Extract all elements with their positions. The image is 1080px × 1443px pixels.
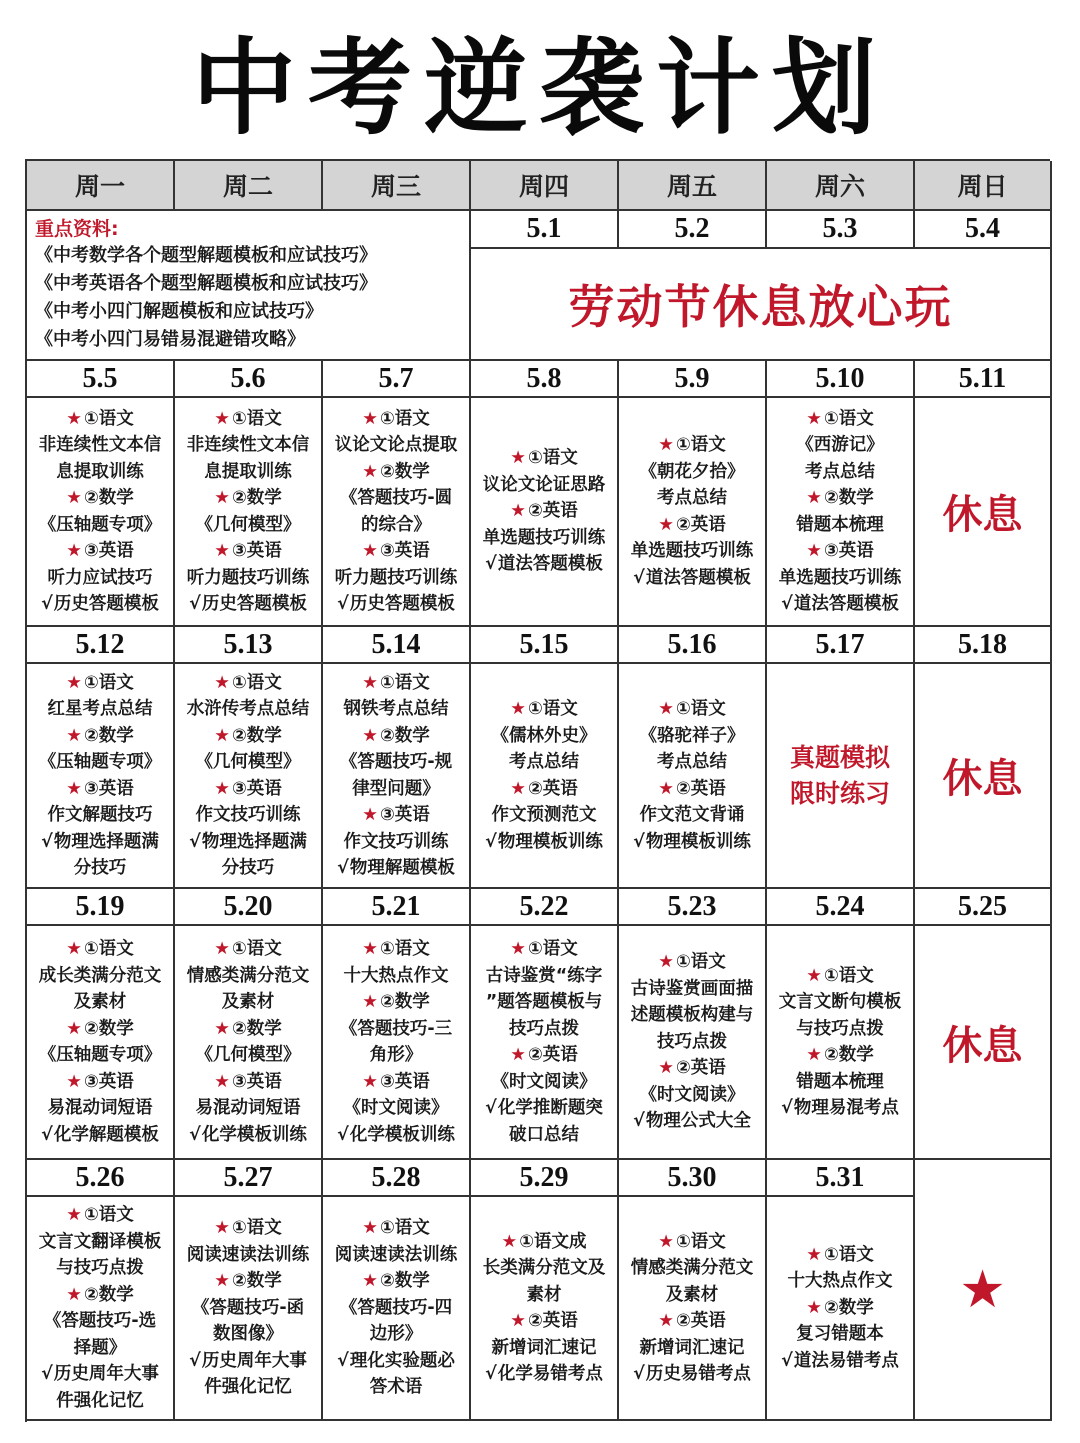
- task-line: 数图像》: [213, 1324, 283, 1345]
- date-cell: 5.24: [767, 889, 915, 926]
- date-cell: 5.21: [323, 889, 471, 926]
- day-plan: [27, 926, 175, 1160]
- task-line: 技巧点拨: [509, 1018, 579, 1039]
- task-line: 情感类满分范文: [630, 1258, 754, 1278]
- task-line: 议论文论证思路: [482, 474, 606, 495]
- task-line: √ 历史周年大事: [189, 1348, 307, 1375]
- task-line: 红星考点总结: [47, 699, 153, 719]
- task-line: 新增词汇速记: [639, 1337, 745, 1358]
- task-line: 听力题技巧训练: [334, 567, 458, 588]
- task-line: 考点总结: [805, 461, 875, 482]
- task-line: √ 历史答题模板: [189, 591, 307, 618]
- weekday-header: 周日: [915, 161, 1052, 211]
- task-line: 破口总结: [509, 1124, 579, 1145]
- task-line: 《答题技巧-圆: [339, 488, 453, 508]
- resource-item: 《中考数学各个题型解题模板和应试技巧》: [35, 245, 377, 266]
- date-cell: 5.18: [915, 627, 1052, 664]
- day-plan: [323, 664, 471, 889]
- day-plan: [767, 1197, 915, 1421]
- task-line: ★ ①语文: [806, 963, 874, 990]
- task-line: ★ ②数学: [806, 1042, 874, 1069]
- task-line: ★ ①语文: [806, 1242, 874, 1269]
- task-line: 复习错题本: [796, 1324, 884, 1345]
- day-plan: [27, 1197, 175, 1421]
- task-line: 《答题技巧-函: [191, 1297, 305, 1318]
- task-line: 分技巧: [221, 858, 275, 878]
- task-line: √ 道法答题模板: [633, 565, 751, 592]
- weekday-header: 周六: [767, 161, 915, 211]
- task-line: 文言文断句模板: [778, 992, 902, 1012]
- task-line: 及素材: [665, 1284, 719, 1305]
- date-cell: 5.20: [175, 889, 323, 926]
- task-line: ★ ②英语: [510, 776, 578, 803]
- key-resources: [27, 211, 471, 361]
- schedule-grid: [25, 159, 1050, 1422]
- day-plan: [619, 664, 767, 889]
- task-line: ★ ③英语: [362, 802, 430, 829]
- task-line: √ 历史易错考点: [633, 1361, 751, 1388]
- task-line: ★ ②数学: [362, 1268, 430, 1295]
- task-line: 述题模板构建与: [630, 1005, 754, 1026]
- task-line: 答术语: [369, 1377, 423, 1398]
- rest-day: 休息: [915, 926, 1052, 1160]
- task-line: √ 化学易错考点: [485, 1361, 603, 1388]
- weekday-header: 周五: [619, 161, 767, 211]
- task-line: ★ ②数学: [214, 485, 282, 512]
- date-cell: 5.25: [915, 889, 1052, 926]
- day-plan: [27, 398, 175, 627]
- task-line: ★ ②数学: [214, 1016, 282, 1043]
- task-line: 阅读速读法训练: [334, 1244, 458, 1265]
- task-line: ★ ①语文: [658, 696, 726, 723]
- task-line: 及素材: [221, 992, 275, 1012]
- task-line: ★ ①语文: [658, 432, 726, 459]
- weekday-header: 周一: [27, 161, 175, 211]
- task-line: ★ ①语文: [510, 696, 578, 723]
- date-cell: 5.19: [27, 889, 175, 926]
- task-line: ★ ①语文: [214, 1215, 282, 1242]
- task-line: 的综合》: [361, 514, 431, 535]
- task-line: 作文范文背诵: [639, 805, 745, 825]
- day-plan: [471, 1197, 619, 1421]
- resource-item: 《中考英语各个题型解题模板和应试技巧》: [35, 273, 377, 294]
- task-line: ★ ②数学: [362, 989, 430, 1016]
- task-line: √ 历史周年大事: [41, 1361, 159, 1388]
- holiday-banner: 劳动节休息放心玩: [471, 249, 1052, 361]
- task-line: ★ ①语文: [362, 670, 430, 697]
- day-plan: [619, 398, 767, 627]
- mock-exam-line: 限时练习: [789, 778, 890, 808]
- task-line: ★ ①语文: [362, 936, 430, 963]
- task-line: √ 理化实验题必: [337, 1348, 455, 1375]
- date-cell: 5.15: [471, 627, 619, 664]
- date-cell: 5.2: [619, 211, 767, 249]
- day-plan: [323, 1197, 471, 1421]
- task-line: 作文预测范文: [491, 805, 597, 825]
- rest-day: 休息: [915, 398, 1052, 627]
- date-cell: 5.28: [323, 1160, 471, 1197]
- task-line: 分技巧: [73, 858, 127, 878]
- task-line: 作文技巧训练: [195, 805, 301, 825]
- date-cell: 5.27: [175, 1160, 323, 1197]
- task-line: 听力应试技巧: [47, 567, 153, 588]
- task-line: 《答题技巧-选: [43, 1311, 157, 1331]
- task-line: ★ ①语文: [806, 406, 874, 433]
- task-line: ★ ②英语: [510, 1308, 578, 1335]
- date-cell: 5.17: [767, 627, 915, 664]
- task-line: 《压轴题专项》: [38, 752, 162, 772]
- task-line: ★ ②英语: [658, 512, 726, 539]
- task-line: ★ ③英语: [66, 1069, 134, 1096]
- task-line: 《时文阅读》: [491, 1071, 597, 1092]
- task-line: 《几何模型》: [195, 752, 301, 772]
- task-line: 《朝花夕拾》: [639, 461, 745, 482]
- date-cell: 5.30: [619, 1160, 767, 1197]
- task-line: √ 化学推断题突: [485, 1095, 603, 1122]
- date-cell: 5.10: [767, 361, 915, 398]
- task-line: 《几何模型》: [195, 514, 301, 535]
- task-line: 角形》: [369, 1045, 423, 1065]
- task-line: 与技巧点拨: [56, 1258, 144, 1278]
- task-line: √ 物理模板训练: [485, 829, 603, 856]
- task-line: 息提取训练: [204, 461, 292, 482]
- task-line: ★ ②数学: [66, 1282, 134, 1309]
- task-line: 单选题技巧训练: [778, 567, 902, 588]
- task-line: ★ ①语文: [66, 670, 134, 697]
- task-line: 新增词汇速记: [491, 1337, 597, 1358]
- date-cell: 5.29: [471, 1160, 619, 1197]
- weekday-header: 周二: [175, 161, 323, 211]
- task-line: √ 历史答题模板: [337, 591, 455, 618]
- date-cell: 5.22: [471, 889, 619, 926]
- task-line: ★ ②数学: [66, 723, 134, 750]
- task-line: 《骆驼祥子》: [639, 725, 745, 746]
- task-line: √ 道法答题模板: [485, 551, 603, 578]
- task-line: √ 物理选择题满: [189, 829, 307, 856]
- task-line: ★ ①语文: [66, 1202, 134, 1229]
- task-line: 阅读速读法训练: [186, 1244, 310, 1265]
- task-line: ★ ①语文: [214, 936, 282, 963]
- task-line: 考点总结: [657, 752, 727, 772]
- task-line: ★ ②英语: [658, 1055, 726, 1082]
- star-icon: ★: [915, 1160, 1052, 1421]
- date-cell: 5.14: [323, 627, 471, 664]
- day-plan: [175, 664, 323, 889]
- date-cell: 5.5: [27, 361, 175, 398]
- date-cell: 5.12: [27, 627, 175, 664]
- weekday-header: 周四: [471, 161, 619, 211]
- task-line: 错题本梳理: [796, 514, 884, 535]
- task-line: 素材: [526, 1284, 562, 1305]
- task-line: ★ ③英语: [362, 1069, 430, 1096]
- task-line: ★ ②数学: [66, 1016, 134, 1043]
- day-plan: [323, 398, 471, 627]
- date-cell: 5.11: [915, 361, 1052, 398]
- task-line: 律型问题》: [352, 778, 440, 799]
- task-line: 易混动词短语: [47, 1098, 153, 1118]
- date-cell: 5.7: [323, 361, 471, 398]
- day-plan: [27, 664, 175, 889]
- task-line: √ 历史答题模板: [41, 591, 159, 618]
- task-line: 《压轴题专项》: [38, 1045, 162, 1065]
- task-line: 情感类满分范文: [186, 965, 310, 986]
- task-line: 边形》: [369, 1324, 423, 1345]
- task-line: √ 道法易错考点: [781, 1348, 899, 1375]
- task-line: ★ ③英语: [362, 538, 430, 565]
- task-line: 《儒林外史》: [491, 725, 597, 746]
- task-line: ★ ②数学: [214, 723, 282, 750]
- task-line: ★ ②英语: [510, 1042, 578, 1069]
- date-cell: 5.9: [619, 361, 767, 398]
- task-line: ★ ②英语: [658, 1308, 726, 1335]
- task-line: √ 物理公式大全: [633, 1108, 751, 1135]
- task-line: ★ ①语文: [362, 1215, 430, 1242]
- date-cell: 5.1: [471, 211, 619, 249]
- task-line: 技巧点拨: [657, 1031, 727, 1052]
- task-line: √ 道法答题模板: [781, 591, 899, 618]
- task-line: 错题本梳理: [796, 1071, 884, 1092]
- date-cell: 5.16: [619, 627, 767, 664]
- date-cell: 5.13: [175, 627, 323, 664]
- task-line: 《时文阅读》: [639, 1084, 745, 1105]
- task-line: ★ ③英语: [806, 538, 874, 565]
- task-line: 非连续性文本信: [186, 435, 310, 455]
- task-line: 古诗鉴赏画面描: [630, 978, 754, 999]
- task-line: √ 化学模板训练: [189, 1122, 307, 1149]
- task-line: 件强化记忆: [56, 1390, 144, 1411]
- day-plan: [471, 398, 619, 627]
- task-line: 非连续性文本信: [38, 435, 162, 455]
- task-line: 长类满分范文及: [482, 1258, 606, 1278]
- task-line: ★ ①语文: [510, 445, 578, 472]
- task-line: ★ ①语文: [214, 406, 282, 433]
- date-cell: 5.4: [915, 211, 1052, 249]
- task-line: 作文解题技巧: [47, 805, 153, 825]
- task-line: √ 物理选择题满: [41, 829, 159, 856]
- task-line: 《西游记》: [796, 435, 884, 455]
- day-plan: [471, 926, 619, 1160]
- task-line: ★ ③英语: [214, 538, 282, 565]
- task-line: 单选题技巧训练: [482, 527, 606, 548]
- task-line: √ 物理解题模板: [337, 855, 455, 882]
- task-line: ★ ②数学: [806, 485, 874, 512]
- task-line: ★ ①语文: [66, 406, 134, 433]
- task-line: 议论文论点提取: [334, 435, 458, 455]
- resource-item: 《中考小四门解题模板和应试技巧》: [35, 301, 323, 322]
- task-line: 《答题技巧-规: [339, 752, 453, 772]
- task-line: ★ ③英语: [66, 538, 134, 565]
- date-cell: 5.6: [175, 361, 323, 398]
- date-cell: 5.31: [767, 1160, 915, 1197]
- task-line: √ 化学解题模板: [41, 1122, 159, 1149]
- task-line: ★ ②数学: [806, 1295, 874, 1322]
- task-line: √ 化学模板训练: [337, 1122, 455, 1149]
- task-line: 考点总结: [657, 488, 727, 508]
- task-line: 成长类满分范文: [38, 965, 162, 986]
- task-line: 息提取训练: [56, 461, 144, 482]
- task-line: 《压轴题专项》: [38, 514, 162, 535]
- task-line: 件强化记忆: [204, 1377, 292, 1398]
- task-line: ★ ①语文: [658, 1229, 726, 1256]
- task-line: ★ ①语文: [362, 406, 430, 433]
- day-plan: [619, 926, 767, 1160]
- day-plan: [471, 664, 619, 889]
- task-line: 单选题技巧训练: [630, 541, 754, 561]
- day-plan: [175, 926, 323, 1160]
- task-line: 钢铁考点总结: [343, 699, 449, 719]
- task-line: ★ ②数学: [362, 723, 430, 750]
- task-line: 作文技巧训练: [343, 831, 449, 852]
- task-line: 择题》: [73, 1337, 127, 1358]
- task-line: 《答题技巧-四: [339, 1297, 453, 1318]
- mock-exam-line: 真题模拟: [789, 742, 890, 772]
- page-title: 中考逆袭计划: [191, 27, 888, 149]
- day-plan: [767, 926, 915, 1160]
- task-line: 易混动词短语: [195, 1098, 301, 1118]
- task-line: ★ ②数学: [66, 485, 134, 512]
- task-line: ★ ②数学: [214, 1268, 282, 1295]
- task-line: ★ ①语文成: [501, 1229, 586, 1256]
- day-plan: [323, 926, 471, 1160]
- date-cell: 5.3: [767, 211, 915, 249]
- task-line: 及素材: [73, 992, 127, 1012]
- task-line: ★ ①语文: [510, 936, 578, 963]
- task-line: 水浒传考点总结: [186, 699, 310, 719]
- task-line: 十大热点作文: [787, 1271, 893, 1292]
- task-line: 听力题技巧训练: [186, 567, 310, 588]
- task-line: 《答题技巧-三: [339, 1018, 453, 1039]
- date-cell: 5.23: [619, 889, 767, 926]
- rest-day: 休息: [915, 664, 1052, 889]
- date-cell: 5.8: [471, 361, 619, 398]
- mock-exam: [767, 664, 915, 889]
- weekday-header: 周三: [323, 161, 471, 211]
- task-line: ★ ②英语: [658, 776, 726, 803]
- task-line: ★ ③英语: [66, 776, 134, 803]
- task-line: ★ ①语文: [658, 949, 726, 976]
- task-line: ”题答题模板与: [485, 992, 603, 1012]
- task-line: 文言文翻译模板: [38, 1231, 162, 1252]
- resource-item: 《中考小四门易错易混避错攻略》: [35, 329, 305, 350]
- task-line: ★ ②英语: [510, 498, 578, 525]
- day-plan: [767, 398, 915, 627]
- day-plan: [175, 1197, 323, 1421]
- task-line: ★ ②数学: [362, 459, 430, 486]
- task-line: ★ ①语文: [214, 670, 282, 697]
- task-line: ★ ③英语: [214, 776, 282, 803]
- task-line: √ 物理易混考点: [781, 1095, 899, 1122]
- task-line: 十大热点作文: [343, 965, 449, 986]
- task-line: 考点总结: [509, 752, 579, 772]
- task-line: 古诗鉴赏“练字: [485, 965, 603, 986]
- day-plan: [175, 398, 323, 627]
- date-cell: 5.26: [27, 1160, 175, 1197]
- task-line: √ 物理模板训练: [633, 829, 751, 856]
- task-line: ★ ③英语: [214, 1069, 282, 1096]
- resources-heading: 重点资料:: [35, 218, 119, 240]
- task-line: 《时文阅读》: [343, 1098, 449, 1118]
- day-plan: [619, 1197, 767, 1421]
- task-line: ★ ①语文: [66, 936, 134, 963]
- task-line: 《几何模型》: [195, 1045, 301, 1065]
- task-line: 与技巧点拨: [796, 1018, 884, 1039]
